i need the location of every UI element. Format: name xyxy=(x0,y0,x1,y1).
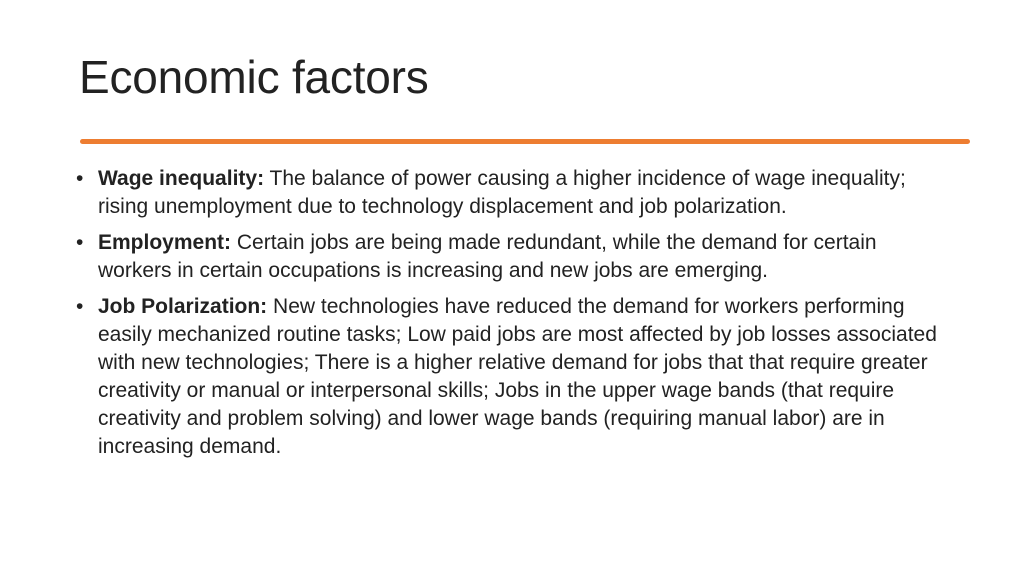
bullet-text: The balance of power causing a higher incidence of wage inequality; rising unemployment due to technology displacement and job polarization. xyxy=(98,167,906,218)
bullet-dot-icon: • xyxy=(76,167,84,190)
bullet-term: Wage inequality: xyxy=(98,167,265,190)
bullet-text: Certain jobs are being made redundant, while the demand for certain workers in certain occupations is increasing and new jobs are emerging. xyxy=(98,231,877,282)
bullet-dot-icon: • xyxy=(76,231,84,254)
bullet-dot-icon: • xyxy=(76,295,84,318)
title-underline-accent xyxy=(80,139,970,144)
bullet-item-wage-inequality xyxy=(76,165,946,221)
bullet-text: New technologies have reduced the demand for workers performing easily mechanized routine tasks; Low paid jobs are most affected by job losses associated with new technologies; There is a higher relative demand for jobs that that require greater creativity or manual or interpersonal skills; Jobs in the upper wage bands (that require creativity and problem solving) and lower wage bands (requiring manual labor) are in increasing demand. xyxy=(98,295,937,458)
bullet-term: Employment: xyxy=(98,231,232,254)
bullet-list xyxy=(76,165,946,469)
slide-title: Economic factors xyxy=(79,51,429,103)
bullet-item-employment xyxy=(76,229,946,285)
bullet-term: Job Polarization: xyxy=(98,295,268,318)
bullet-item-job-polarization xyxy=(76,293,946,461)
